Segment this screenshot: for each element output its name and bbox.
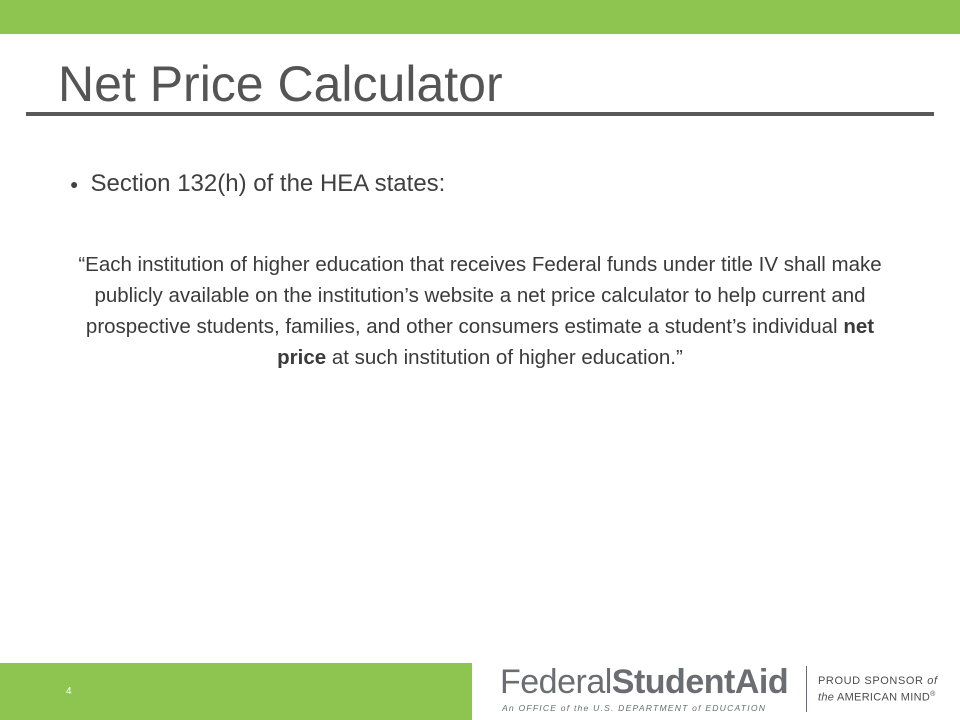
- sponsor-line-2: [818, 688, 938, 705]
- bullet-item: [70, 170, 445, 198]
- sponsor-line-1-main: PROUD SPONSOR: [818, 675, 928, 687]
- bullet-dot-icon: ●: [70, 176, 79, 192]
- sponsor-line-2-italic: the: [818, 691, 835, 704]
- sponsor-line-2-main: AMERICAN MIND: [834, 691, 931, 704]
- logo-divider: [806, 666, 807, 712]
- sponsor-line-1-italic: of: [927, 675, 938, 687]
- slide-title: Net Price Calculator: [58, 56, 503, 112]
- quote-text-start: “Each institution of higher education that receives Federal funds under title IV shall make publicly available on the institution’s website a net price calculator to help current and prospective students, families, and other consumers estimate a student’s individual: [78, 253, 882, 338]
- sponsor-line-1: [818, 674, 938, 688]
- logo-wordmark: [500, 662, 788, 702]
- page-number: 4: [66, 686, 72, 697]
- top-accent-bar: [0, 0, 960, 34]
- title-underline: [26, 112, 934, 116]
- federal-student-aid-logo: [500, 662, 940, 716]
- logo-tagline: An OFFICE of the U.S. DEPARTMENT of EDUCATION: [502, 703, 767, 713]
- quote-block: [60, 249, 900, 373]
- quote-text-end: at such institution of higher education.”: [326, 346, 683, 369]
- sponsor-text: [818, 674, 938, 705]
- quote-bold-term: net price: [277, 315, 875, 369]
- bullet-text: Section 132(h) of the HEA states:: [90, 170, 446, 197]
- registered-mark: ®: [930, 691, 936, 698]
- logo-word-student-aid: StudentAid: [611, 663, 789, 701]
- logo-word-federal: Federal: [500, 663, 612, 701]
